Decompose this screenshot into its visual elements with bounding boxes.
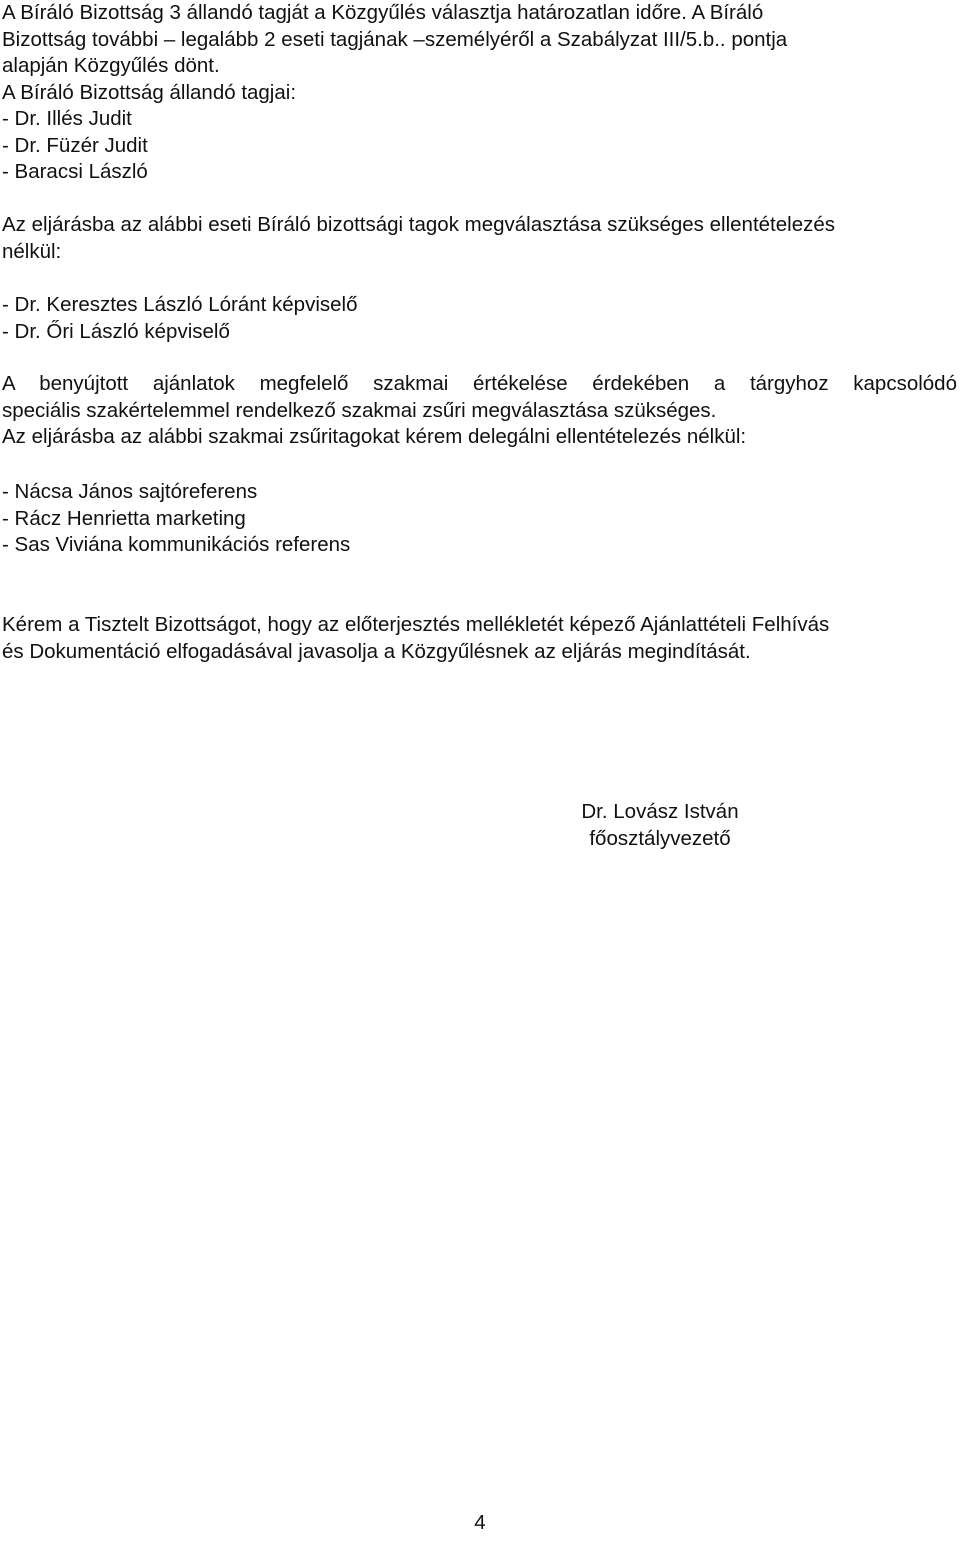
ad-hoc-member: - Dr. Őri László képviselő (2, 319, 230, 343)
closing-line: Kérem a Tisztelt Bizottságot, hogy az előterjesztés mellékletét képező Ajánlattételi Felhívás (2, 613, 830, 636)
intro-paragraph (2, 0, 957, 186)
intro-line: Bizottság további – legalább 2 eseti tagjának –személyéről a Szabályzat III/5.b.. pontja (2, 27, 788, 51)
jury-line: speciális szakértelemmel rendelkező szakmai zsűri megválasztása szükséges. (2, 398, 717, 422)
standing-member: - Baracsi László (2, 160, 148, 183)
ad-hoc-intro-line: Az eljárásba az alábbi eseti Bíráló bizottsági tagok megválasztása szükséges ellentételezés (2, 213, 835, 236)
ad-hoc-members-section (2, 212, 957, 265)
page-number: 4 (474, 1511, 486, 1534)
jury-request-line: Az eljárásba az alábbi szakmai zsűritagokat kérem delegálni ellentételezés nélkül: (2, 425, 747, 448)
intro-line: alapján Közgyűlés dönt. (2, 54, 220, 77)
jury-paragraph (2, 371, 957, 451)
closing-line: és Dokumentáció elfogadásával javasolja a Közgyűlésnek az eljárás megindítását. (2, 639, 751, 663)
ad-hoc-intro-line: nélkül: (2, 239, 62, 263)
closing-paragraph (2, 612, 957, 665)
jury-member: - Nácsa János sajtóreferens (2, 480, 258, 503)
signatory-name: Dr. Lovász István (581, 800, 739, 823)
standing-members-heading: A Bíráló Bizottság állandó tagjai: (2, 80, 297, 104)
standing-member: - Dr. Illés Judit (2, 107, 132, 130)
jury-members-list (2, 479, 957, 559)
jury-member: - Rácz Henrietta marketing (2, 506, 246, 530)
ad-hoc-members-list (2, 292, 957, 345)
intro-line: A Bíráló Bizottság 3 állandó tagját a Közgyűlés választja határozatlan időre. A Bíráló (2, 1, 764, 24)
jury-line: A benyújtott ajánlatok megfelelő szakmai értékelése érdekében a tárgyhoz kapcsolódó (2, 372, 957, 395)
signature-block (560, 799, 760, 852)
signatory-title: főosztályvezető (589, 826, 731, 850)
standing-member: - Dr. Füzér Judit (2, 133, 148, 157)
ad-hoc-member: - Dr. Keresztes László Lóránt képviselő (2, 293, 358, 316)
jury-member: - Sas Viviána kommunikációs referens (2, 533, 351, 556)
